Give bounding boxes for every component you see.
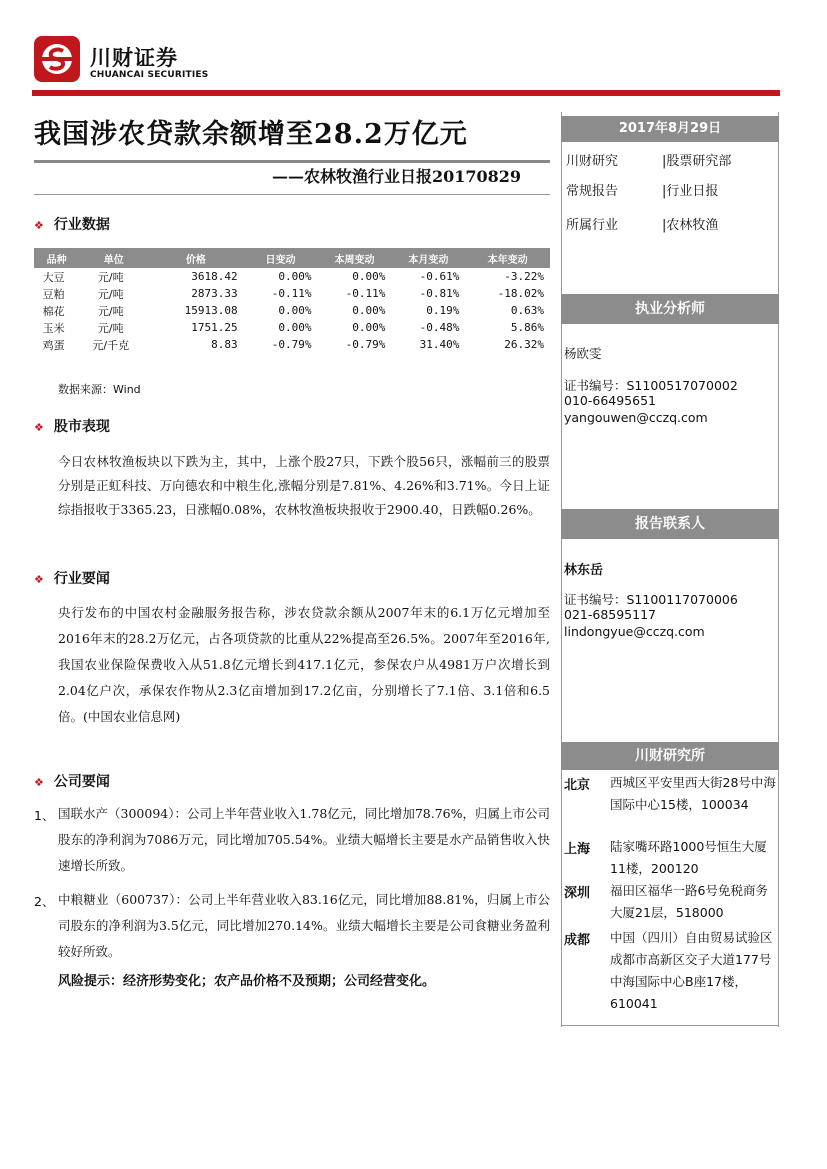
column-header: 价格	[148, 248, 243, 268]
section-heading-company: ❖ 公司要闻	[34, 774, 110, 790]
analyst-cert: 证书编号：S1100517070002	[564, 378, 738, 393]
office-address: 西城区平安里西大街28号中海国际中心15楼，100034	[610, 775, 776, 812]
data-source-note: 数据来源：Wind	[58, 383, 141, 396]
table-cell: 0.00%	[352, 321, 386, 334]
meta-value: |农林牧渔	[662, 218, 719, 233]
table-cell: -0.11%	[345, 287, 386, 300]
company-news-item: 国联水产（300094）：公司上半年营业收入1.78亿元，同比增加78.76%，归属上市公司股东的净利润为7086万元，同比增加705.54%。业绩大幅增长主要是水产品销售收入快速增长所致。	[58, 806, 550, 873]
table-cell: 31.40%	[419, 338, 460, 351]
table-cell: 0.00%	[352, 304, 386, 317]
meta-value: |行业日报	[662, 184, 719, 199]
table-cell: 15913.08	[184, 304, 238, 317]
office-city: 成都	[564, 933, 591, 948]
table-cell: -0.48%	[419, 321, 460, 334]
title-divider	[34, 160, 550, 163]
table-row	[34, 336, 550, 353]
table-cell: 鸡蛋	[42, 338, 65, 352]
section-heading-industry-data: ❖ 行业数据	[34, 217, 110, 233]
table-cell: 元/吨	[97, 287, 124, 301]
diamond-bullet-icon: ❖	[34, 776, 44, 789]
institute-band: 川财研究所	[561, 742, 779, 770]
meta-row	[566, 214, 719, 233]
header-divider	[32, 90, 780, 96]
table-cell: 5.86%	[510, 321, 544, 334]
table-cell: 0.00%	[352, 270, 386, 283]
table-cell: 元/吨	[97, 304, 124, 318]
column-header: 本年变动	[465, 248, 550, 268]
office-address: 中国（四川）自由贸易试验区成都市高新区交子大道177号中海国际中心B座17楼，610041	[610, 930, 773, 1011]
company-logo	[34, 36, 80, 82]
column-header: 品种	[34, 248, 79, 268]
contact-cert: 证书编号：S1100117070006	[564, 592, 738, 607]
table-cell: 元/吨	[97, 321, 124, 335]
table-row	[34, 302, 550, 319]
office-city: 深圳	[564, 886, 591, 901]
brand-name-cn: 川财证券	[90, 46, 178, 70]
analyst-phone: 010-66495651	[564, 393, 656, 408]
section-heading-news: ❖ 行业要闻	[34, 571, 110, 587]
office-address: 陆家嘴环路1000号恒生大厦11楼，200120	[610, 839, 767, 876]
list-item-number: 2、	[34, 894, 55, 909]
diamond-bullet-icon: ❖	[34, 219, 44, 232]
subtitle-divider	[34, 194, 550, 195]
company-news-item: 中粮糖业（600737）：公司上半年营业收入83.16亿元，同比增加88.81%，归属上市公司股东的净利润为3.5亿元，同比增加270.14%。业绩大幅增长主要是公司食糖业务盈利较好所致。	[58, 892, 550, 959]
meta-value: |股票研究部	[662, 154, 732, 169]
table-header-row	[34, 248, 550, 268]
contact-phone: 021-68595117	[564, 607, 656, 622]
table-cell: 元/千克	[92, 338, 130, 352]
contact-email[interactable]: lindongyue@cczq.com	[564, 624, 705, 639]
table-cell: -0.81%	[419, 287, 460, 300]
analyst-email[interactable]: yangouwen@cczq.com	[564, 410, 708, 425]
table-cell: -0.61%	[419, 270, 460, 283]
column-header: 本周变动	[318, 248, 392, 268]
table-cell: 26.32%	[504, 338, 544, 351]
diamond-bullet-icon: ❖	[34, 573, 44, 586]
table-cell: 玉米	[42, 321, 65, 335]
table-row	[34, 268, 550, 285]
table-cell: -0.79%	[345, 338, 386, 351]
meta-row	[566, 180, 719, 199]
risk-warning: 风险提示：经济形势变化；农产品价格不及预期；公司经营变化。	[58, 974, 436, 989]
office-city: 上海	[564, 842, 591, 857]
diamond-bullet-icon: ❖	[34, 421, 44, 434]
table-cell: 0.00%	[278, 304, 312, 317]
industry-data-table	[34, 248, 550, 353]
meta-label: 川财研究	[566, 154, 619, 169]
table-cell: 1751.25	[191, 321, 238, 334]
table-cell: 8.83	[211, 338, 238, 351]
column-header: 日变动	[244, 248, 318, 268]
office-address: 福田区福华一路6号免税商务大厦21层，518000	[610, 883, 768, 920]
table-cell: -0.79%	[271, 338, 312, 351]
meta-row	[566, 150, 732, 169]
report-title: 我国涉农贷款余额增至28.2万亿元	[34, 119, 468, 150]
news-paragraph: 央行发布的中国农村金融服务报告称，涉农贷款余额从2007年末的6.1万亿元增加至2016年末的28.2万亿元，占各项贷款的比重从22%提高至26.5%。2007年至2016年,我国农业保险保费收入从51.8亿元增长到417.1亿元，参保农户从4981万户次增长到2.04亿户次，承保农作物从2.3亿亩增加到17.2亿亩，分别增长了7.1倍、3.1倍和6.5倍。(中国农业信息网)	[58, 605, 550, 724]
report-subtitle: ——农林牧渔行业日报20170829	[272, 167, 522, 186]
section-heading-market: ❖ 股市表现	[34, 419, 110, 435]
table-cell: 元/吨	[97, 270, 124, 284]
list-item-number: 1、	[34, 808, 55, 823]
meta-label: 所属行业	[566, 218, 619, 233]
table-cell: -18.02%	[497, 287, 544, 300]
table-cell: 0.00%	[278, 270, 312, 283]
table-cell: 0.00%	[278, 321, 312, 334]
table-cell: 3618.42	[191, 270, 238, 283]
brand-name-en: CHUANCAI SECURITIES	[90, 70, 209, 80]
table-cell: 0.19%	[426, 304, 460, 317]
contact-band: 报告联系人	[561, 509, 779, 539]
table-row	[34, 285, 550, 302]
column-header: 单位	[79, 248, 148, 268]
report-date: 2017年8月29日	[561, 116, 779, 142]
analyst-name: 杨欧雯	[564, 346, 602, 361]
table-cell: 豆粕	[42, 287, 65, 301]
contact-name: 林东岳	[564, 563, 604, 578]
table-cell: 2873.33	[191, 287, 238, 300]
analyst-band: 执业分析师	[561, 294, 779, 324]
table-cell: -3.22%	[504, 270, 544, 283]
table-cell: -0.11%	[271, 287, 312, 300]
meta-label: 常规报告	[566, 184, 619, 199]
table-cell: 0.63%	[510, 304, 544, 317]
office-city: 北京	[564, 778, 591, 793]
table-row	[34, 319, 550, 336]
sidebar-bottom-rule	[561, 1025, 779, 1026]
table-cell: 棉花	[42, 304, 65, 318]
column-header: 本月变动	[391, 248, 465, 268]
table-cell: 大豆	[42, 270, 65, 284]
market-paragraph: 今日农林牧渔板块以下跌为主，其中，上涨个股27只，下跌个股56只，涨幅前三的股票分别是正虹科技、万向德农和中粮生化,涨幅分别是7.81%、4.26%和3.71%。今日上证综指报收于3365.23，日涨幅0.08%，农林牧渔板块报收于2900.40，日跌幅0.26%。	[58, 454, 550, 517]
